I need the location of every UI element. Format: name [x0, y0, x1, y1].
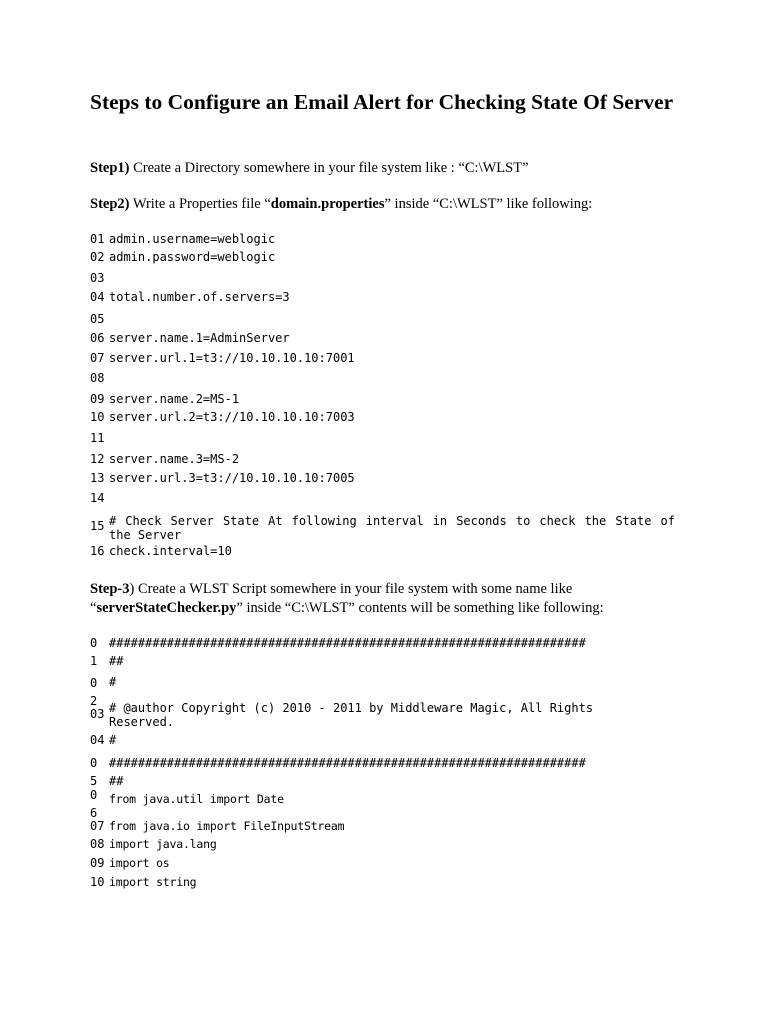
line-text: ################################################################## ## — [109, 756, 586, 788]
line-number: 11 — [90, 431, 105, 445]
line-number: 02 — [90, 250, 105, 264]
step2-text-after: ” inside “C:\WLST” like following: — [384, 196, 593, 212]
line-text: server.name.2=MS-1 — [109, 392, 240, 406]
line-number: 05 — [90, 312, 105, 326]
line-number: 14 — [90, 491, 105, 505]
line-number: 06 — [90, 788, 98, 820]
line-text: from java.util import Date — [109, 792, 284, 806]
line-text: server.name.1=AdminServer — [109, 331, 290, 345]
line-text: check.interval=10 — [109, 544, 232, 558]
line-text: server.url.1=t3://10.10.10.10:7001 — [109, 351, 355, 365]
line-number: 03 — [90, 707, 105, 721]
line-text: # Check Server State At following interval in Seconds to check the State of the Server — [109, 514, 675, 542]
step1-text: Create a Directory somewhere in your file system like : “C:\WLST” — [129, 160, 529, 176]
line-number: 13 — [90, 471, 105, 485]
step3-label: Step-3 — [90, 581, 130, 597]
line-number: 04 — [90, 733, 105, 747]
line-text: # — [109, 675, 117, 689]
line-text: admin.username=weblogic — [109, 232, 276, 246]
step3-text-before: ) Create a WLST Script somewhere in your file system with some name like “ — [90, 581, 573, 616]
line-number: 02 — [90, 676, 98, 708]
line-text: admin.password=weblogic — [109, 250, 276, 264]
line-text: ################################################################## ## — [109, 636, 586, 668]
line-number: 01 — [90, 636, 98, 668]
step1-label: Step1) — [90, 160, 130, 176]
line-number: 05 — [90, 756, 98, 788]
line-number: 07 — [90, 351, 105, 365]
line-number: 07 — [90, 819, 105, 833]
step3-text-after: ” inside “C:\WLST” contents will be something like following: — [236, 600, 604, 616]
line-text: import os — [109, 856, 170, 870]
line-number: 09 — [90, 856, 105, 870]
line-number: 15 — [90, 519, 105, 533]
line-number: 08 — [90, 371, 105, 385]
line-number: 09 — [90, 392, 105, 406]
step2-paragraph — [90, 194, 675, 214]
line-number: 01 — [90, 232, 105, 246]
line-number: 10 — [90, 410, 105, 424]
step2-label: Step2) — [90, 196, 130, 212]
line-text: server.url.3=t3://10.10.10.10:7005 — [109, 471, 355, 485]
line-text: server.name.3=MS-2 — [109, 452, 240, 466]
line-number: 10 — [90, 875, 105, 889]
line-number: 08 — [90, 837, 105, 851]
line-number: 06 — [90, 331, 105, 345]
line-number: 16 — [90, 544, 105, 558]
step2-filename: domain.properties — [270, 196, 385, 212]
page-title: Steps to Configure an Email Alert for Checking State Of Server — [90, 90, 674, 114]
line-text: total.number.of.servers=3 — [109, 290, 290, 304]
line-text: # — [109, 733, 117, 747]
line-text: # @author Copyright (c) 2010 - 2011 by Middleware Magic, All Rights Reserved. — [109, 701, 594, 729]
step3-filename: serverStateChecker.py — [96, 600, 237, 616]
line-number: 03 — [90, 271, 105, 285]
line-text: import string — [109, 875, 197, 889]
line-number: 04 — [90, 290, 105, 304]
step2-text-before: Write a Properties file “ — [129, 196, 271, 212]
line-text: import java.lang — [109, 837, 217, 851]
line-text: from java.io import FileInputStream — [109, 819, 345, 833]
step3-paragraph — [90, 580, 675, 618]
step1-paragraph — [90, 158, 675, 178]
line-text: server.url.2=t3://10.10.10.10:7003 — [109, 410, 355, 424]
line-number: 12 — [90, 452, 105, 466]
